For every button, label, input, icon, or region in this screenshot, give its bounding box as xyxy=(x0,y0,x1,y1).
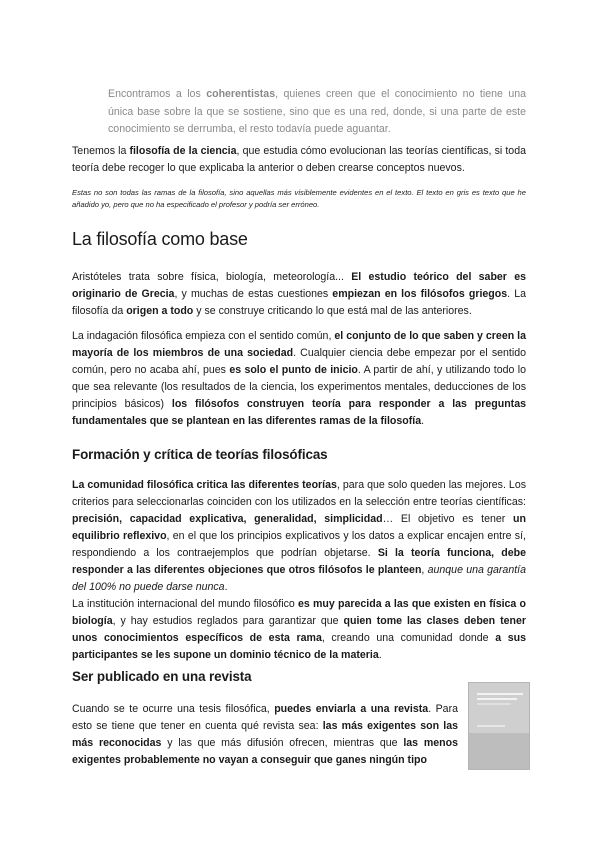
text-run: , en el que los principios explicativos y los datos a explicar encajen entre sí, respondiendo a los contraejemplos que podrían objetarse. xyxy=(72,530,526,559)
paragraph xyxy=(72,328,526,430)
text-run: y las que más difusión ofrecen, mientras que xyxy=(161,737,404,749)
section-heading: Ser publicado en una revista xyxy=(72,669,252,684)
bold-phrase: a sus participantes se les supone un dominio técnico de la materia xyxy=(72,632,527,661)
text-run: Aristóteles trata sobre física, biología, meteorología... xyxy=(72,271,352,283)
paragraph xyxy=(72,596,526,664)
bold-phrase: puedes enviarla a una revista xyxy=(274,703,429,715)
bold-phrase: precisión, capacidad explicativa, generalidad, simplicidad xyxy=(72,513,383,525)
bold-phrase: los filósofos construyen teoría para responder a las preguntas fundamentales que se plantean en las diferentes ramas de la filosofía xyxy=(72,398,526,427)
text-run: y se construye criticando lo que está mal de las anteriores. xyxy=(193,305,472,317)
bold-phrase: origen a todo xyxy=(126,305,194,317)
bold-term: filosofía de la ciencia xyxy=(129,145,237,157)
gray-note-paragraph xyxy=(108,86,526,139)
text-run: , que estudia cómo evolucionan las teorías científicas, si toda teoría debe recoger lo que explicaba la anterior o deben crearse conceptos nuevos. xyxy=(72,145,526,174)
text-run: Encontramos a los xyxy=(108,88,207,100)
text-run: , quienes creen que el conocimiento no tiene una única base sobre la que se sostiene, sino que es una red, donde, si una parte de este conocimiento se derrumba, el resto todavía puede aguantar. xyxy=(108,88,526,135)
bold-phrase: el conjunto de lo que saben y creen la mayoría de los miembros de una sociedad xyxy=(72,330,527,359)
paragraph xyxy=(72,477,526,596)
bold-phrase: las menos exigentes probablemente no vayan a conseguir que ganes ningún tipo xyxy=(72,737,458,766)
section-heading: Formación y crítica de teorías filosóficas xyxy=(72,447,328,462)
bold-phrase: es solo el punto de inicio xyxy=(229,364,358,376)
bold-phrase: es muy parecida a las que existen en física o biología xyxy=(72,598,526,627)
section-heading: La filosofía como base xyxy=(72,229,248,249)
text-run: Tenemos la xyxy=(72,145,130,157)
text-run: . A partir de ahí, y utilizando todo lo que sea relevante (los resultados de la ciencia, los experimentos mentales, deducciones de los principios básicos) xyxy=(72,364,526,410)
bold-phrase: las más exigentes son las más reconocidas xyxy=(72,720,458,749)
journal-cover-image xyxy=(468,682,530,770)
text-run: , y hay estudios reglados para garantizar que xyxy=(112,615,344,627)
bold-phrase: quien tome las clases deben tener unos conocimientos específicos de esta rama xyxy=(72,615,526,644)
text-run: La institución internacional del mundo filosófico xyxy=(72,598,299,610)
bold-phrase: Si la teoría funciona, debe responder a las diferentes objeciones que otros filósofos le planteen xyxy=(72,547,526,576)
italic-note: Estas no son todas las ramas de la filosofía, sino aquellas más visiblemente evidentes en el texto. El texto en gris es texto que he añadido yo, pero que no ha especificado el profesor y podría ser erróneo. xyxy=(72,188,526,209)
bold-term: coherentistas xyxy=(206,88,276,100)
text-run: . La filosofía da xyxy=(72,288,527,317)
philosophy-of-science-paragraph xyxy=(72,143,526,177)
text-run: . xyxy=(224,581,228,593)
italic-phrase: aunque una garantía del 100% no puede darse nunca xyxy=(72,564,526,593)
text-run: , creando una comunidad donde xyxy=(321,632,496,644)
text-run: , y muchas de estas cuestiones xyxy=(174,288,333,300)
text-run: . Para esto se tiene que tener en cuenta qué revista sea: xyxy=(72,703,458,732)
text-run: . Cualquier ciencia debe empezar por el sentido común, pero no acaba ahí, pues xyxy=(72,347,526,376)
text-run: , xyxy=(421,564,428,576)
text-run: , para que solo queden las mejores. Los criterios para seleccionarlas coinciden con los utilizados en la selección entre teorías científicas: xyxy=(72,479,527,508)
paragraph xyxy=(72,701,458,769)
bold-phrase: El estudio teórico del saber es originario de Grecia xyxy=(72,271,526,300)
bold-phrase: La comunidad filosófica critica las diferentes teorías xyxy=(72,479,337,491)
text-run: . xyxy=(378,649,382,661)
bold-phrase: empiezan en los filósofos griegos xyxy=(332,288,508,300)
text-run: … El objetivo es tener xyxy=(382,513,514,525)
text-run: . xyxy=(421,415,425,427)
paragraph xyxy=(72,269,526,320)
text-run: La indagación filosófica empieza con el sentido común, xyxy=(72,330,335,342)
bold-phrase: un equilibrio reflexivo xyxy=(72,513,526,542)
text-run: Cuando se te ocurre una tesis filosófica, xyxy=(72,703,275,715)
